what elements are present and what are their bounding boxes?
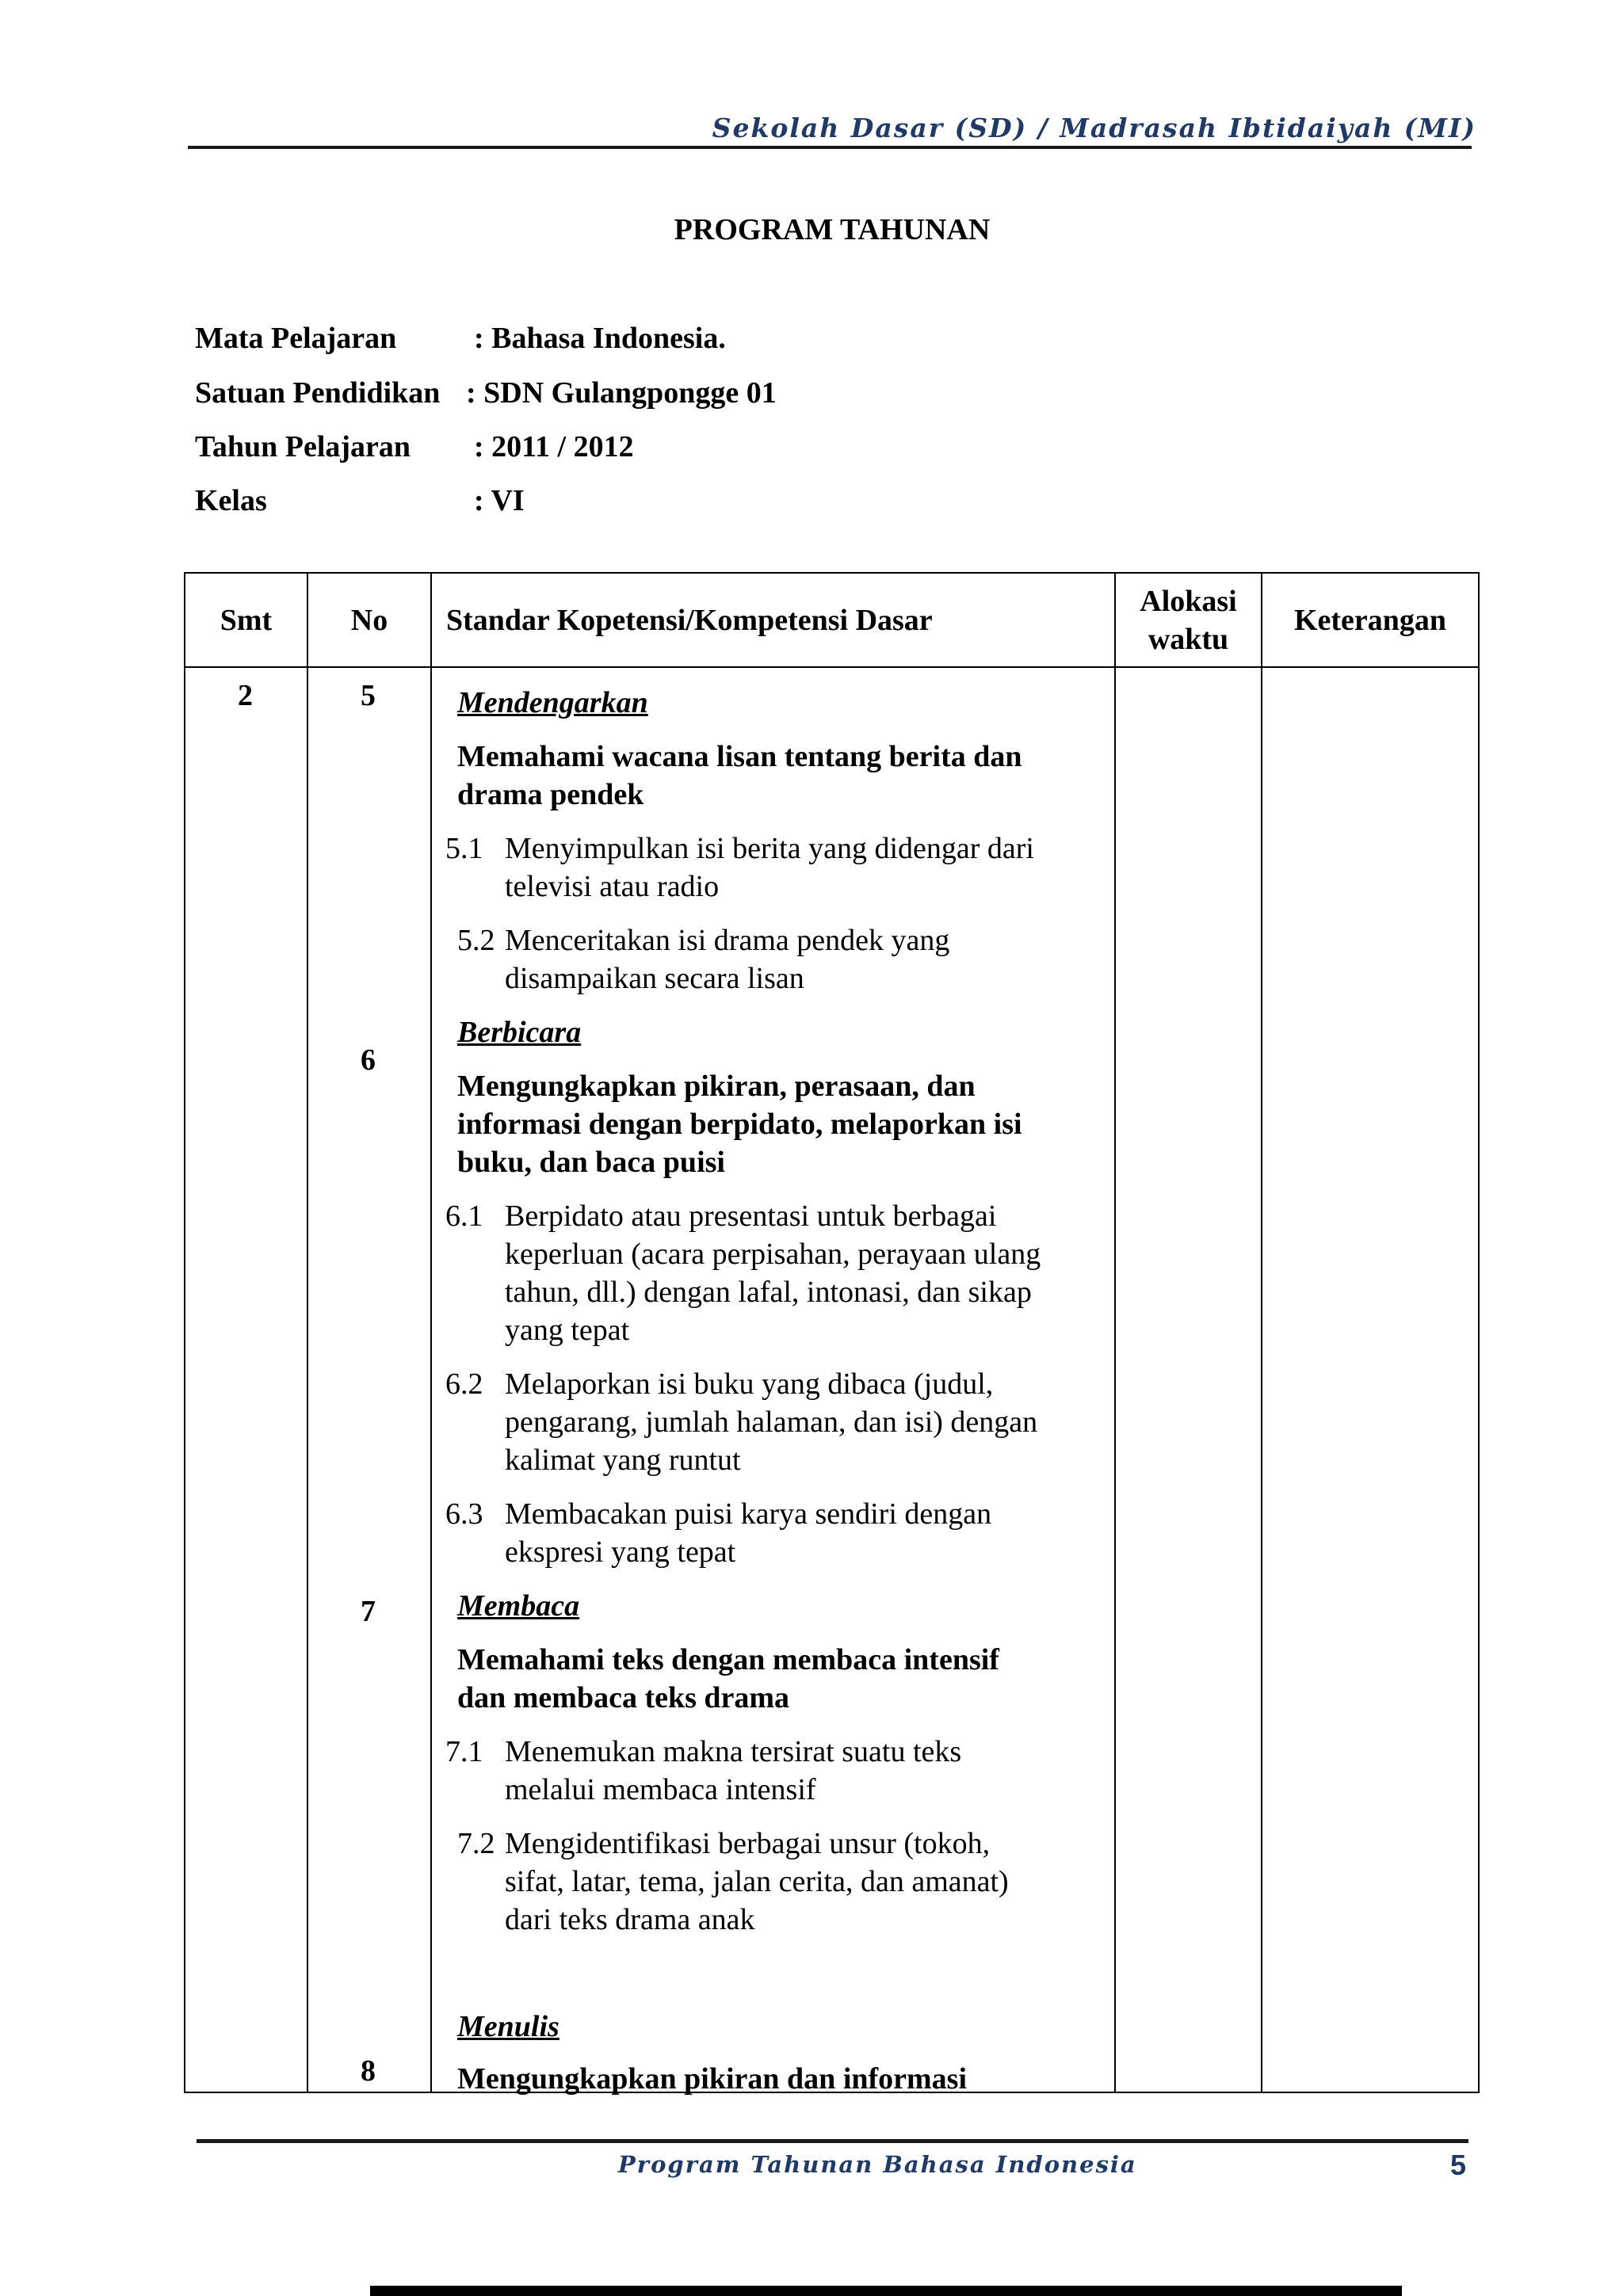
header-no: No	[307, 573, 431, 667]
kd-6-1-line4: yang tepat	[505, 1314, 630, 1347]
header-alokasi-waktu	[1115, 573, 1262, 667]
sk5-line2: drama pendek	[457, 778, 644, 811]
header-keterangan: Keterangan	[1262, 573, 1479, 667]
kd-5-2-line2: disampaikan secara lisan	[505, 962, 804, 995]
kd-6-2-line3: kalimat yang runtut	[505, 1444, 741, 1477]
table-header-row	[185, 573, 1479, 667]
kd-6-1-line3: tahun, dll.) dengan lafal, intonasi, dan sikap	[505, 1276, 1032, 1309]
meta-value-school: : SDN Gulangpongge 01	[466, 376, 777, 410]
no-value-7: 7	[361, 1595, 376, 1628]
sk6-line3: buku, dan baca puisi	[457, 1146, 725, 1179]
kd-6-1-number: 6.1	[445, 1199, 483, 1233]
kd-6-1-line2: keperluan (acara perpisahan, perayaan ulang	[505, 1238, 1041, 1271]
kd-6-3-line2: ekspresi yang tepat	[505, 1535, 736, 1569]
header-alokasi-line1: Alokasi	[1140, 584, 1237, 618]
heading-mendengarkan: Mendengarkan	[457, 686, 648, 719]
header-standar-kompetensi: Standar Kopetensi/Kompetensi Dasar	[431, 573, 1115, 667]
cell-smt	[185, 667, 307, 2092]
cell-no	[307, 667, 431, 2092]
no-value-8: 8	[361, 2054, 376, 2088]
meta-value-year: : 2011 / 2012	[474, 430, 634, 463]
kd-7-1-number: 7.1	[445, 1735, 483, 1768]
meta-label-subject: Mata Pelajaran	[195, 322, 397, 355]
kd-7-2-line3: dari teks drama anak	[505, 1903, 755, 1936]
sk6-line1: Mengungkapkan pikiran, perasaan, dan	[457, 1070, 976, 1103]
bottom-bar	[370, 2286, 1402, 2296]
kd-6-2-line1: Melaporkan isi buku yang dibaca (judul,	[505, 1367, 994, 1401]
running-footer: Program Tahunan Bahasa Indonesia	[618, 2151, 1137, 2178]
kd-6-1-line1: Berpidato atau presentasi untuk berbagai	[505, 1199, 997, 1233]
header-alokasi-line2: waktu	[1148, 622, 1229, 656]
meta-label-class: Kelas	[195, 484, 267, 517]
kd-7-1-line2: melalui membaca intensif	[505, 1773, 816, 1806]
header-rule	[188, 146, 1472, 149]
page-number: 5	[1450, 2149, 1467, 2181]
meta-value-subject: : Bahasa Indonesia.	[474, 322, 726, 355]
kd-6-2-line2: pengarang, jumlah halaman, dan isi) dengan	[505, 1405, 1038, 1439]
kd-6-2-number: 6.2	[445, 1367, 483, 1401]
kd-6-3-line1: Membacakan puisi karya sendiri dengan	[505, 1497, 992, 1531]
meta-label-school: Satuan Pendidikan	[195, 376, 441, 410]
sk7-line1: Memahami teks dengan membaca intensif	[457, 1643, 999, 1676]
page-title: PROGRAM TAHUNAN	[674, 213, 991, 246]
cell-alokasi	[1115, 667, 1262, 2092]
sk6-line2: informasi dengan berpidato, melaporkan isi	[457, 1108, 1022, 1141]
kd-5-1-line1: Menyimpulkan isi berita yang didengar dari	[505, 832, 1034, 865]
cell-keterangan	[1262, 667, 1479, 2092]
sk7-line2: dan membaca teks drama	[457, 1681, 790, 1714]
meta-value-class: : VI	[474, 484, 525, 517]
footer-rule	[197, 2139, 1468, 2143]
kd-5-1-line2: televisi atau radio	[505, 870, 720, 903]
kd-7-2-number: 7.2	[457, 1827, 495, 1860]
kd-5-1-number: 5.1	[445, 832, 483, 865]
heading-membaca: Membaca	[457, 1589, 580, 1623]
kd-7-1-line1: Menemukan makna tersirat suatu teks	[505, 1735, 962, 1768]
kd-7-2-line1: Mengidentifikasi berbagai unsur (tokoh,	[505, 1827, 991, 1860]
smt-value: 2	[238, 679, 253, 712]
sk5-line1: Memahami wacana lisan tentang berita dan	[457, 740, 1022, 773]
no-value-6: 6	[361, 1043, 376, 1077]
running-header: Sekolah Dasar (SD) / Madrasah Ibtidaiyah (MI)	[712, 113, 1476, 143]
kd-5-2-number: 5.2	[457, 924, 495, 957]
heading-menulis: Menulis	[457, 2010, 559, 2043]
meta-label-year: Tahun Pelajaran	[195, 430, 411, 463]
no-value-5: 5	[361, 679, 376, 712]
sk8-line1: Mengungkapkan pikiran dan informasi	[457, 2062, 968, 2096]
kd-5-2-line1: Menceritakan isi drama pendek yang	[505, 924, 950, 957]
kd-6-3-number: 6.3	[445, 1497, 483, 1531]
header-smt: Smt	[185, 573, 307, 667]
kd-7-2-line2: sifat, latar, tema, jalan cerita, dan amanat)	[505, 1865, 1009, 1898]
heading-berbicara: Berbicara	[457, 1016, 582, 1049]
